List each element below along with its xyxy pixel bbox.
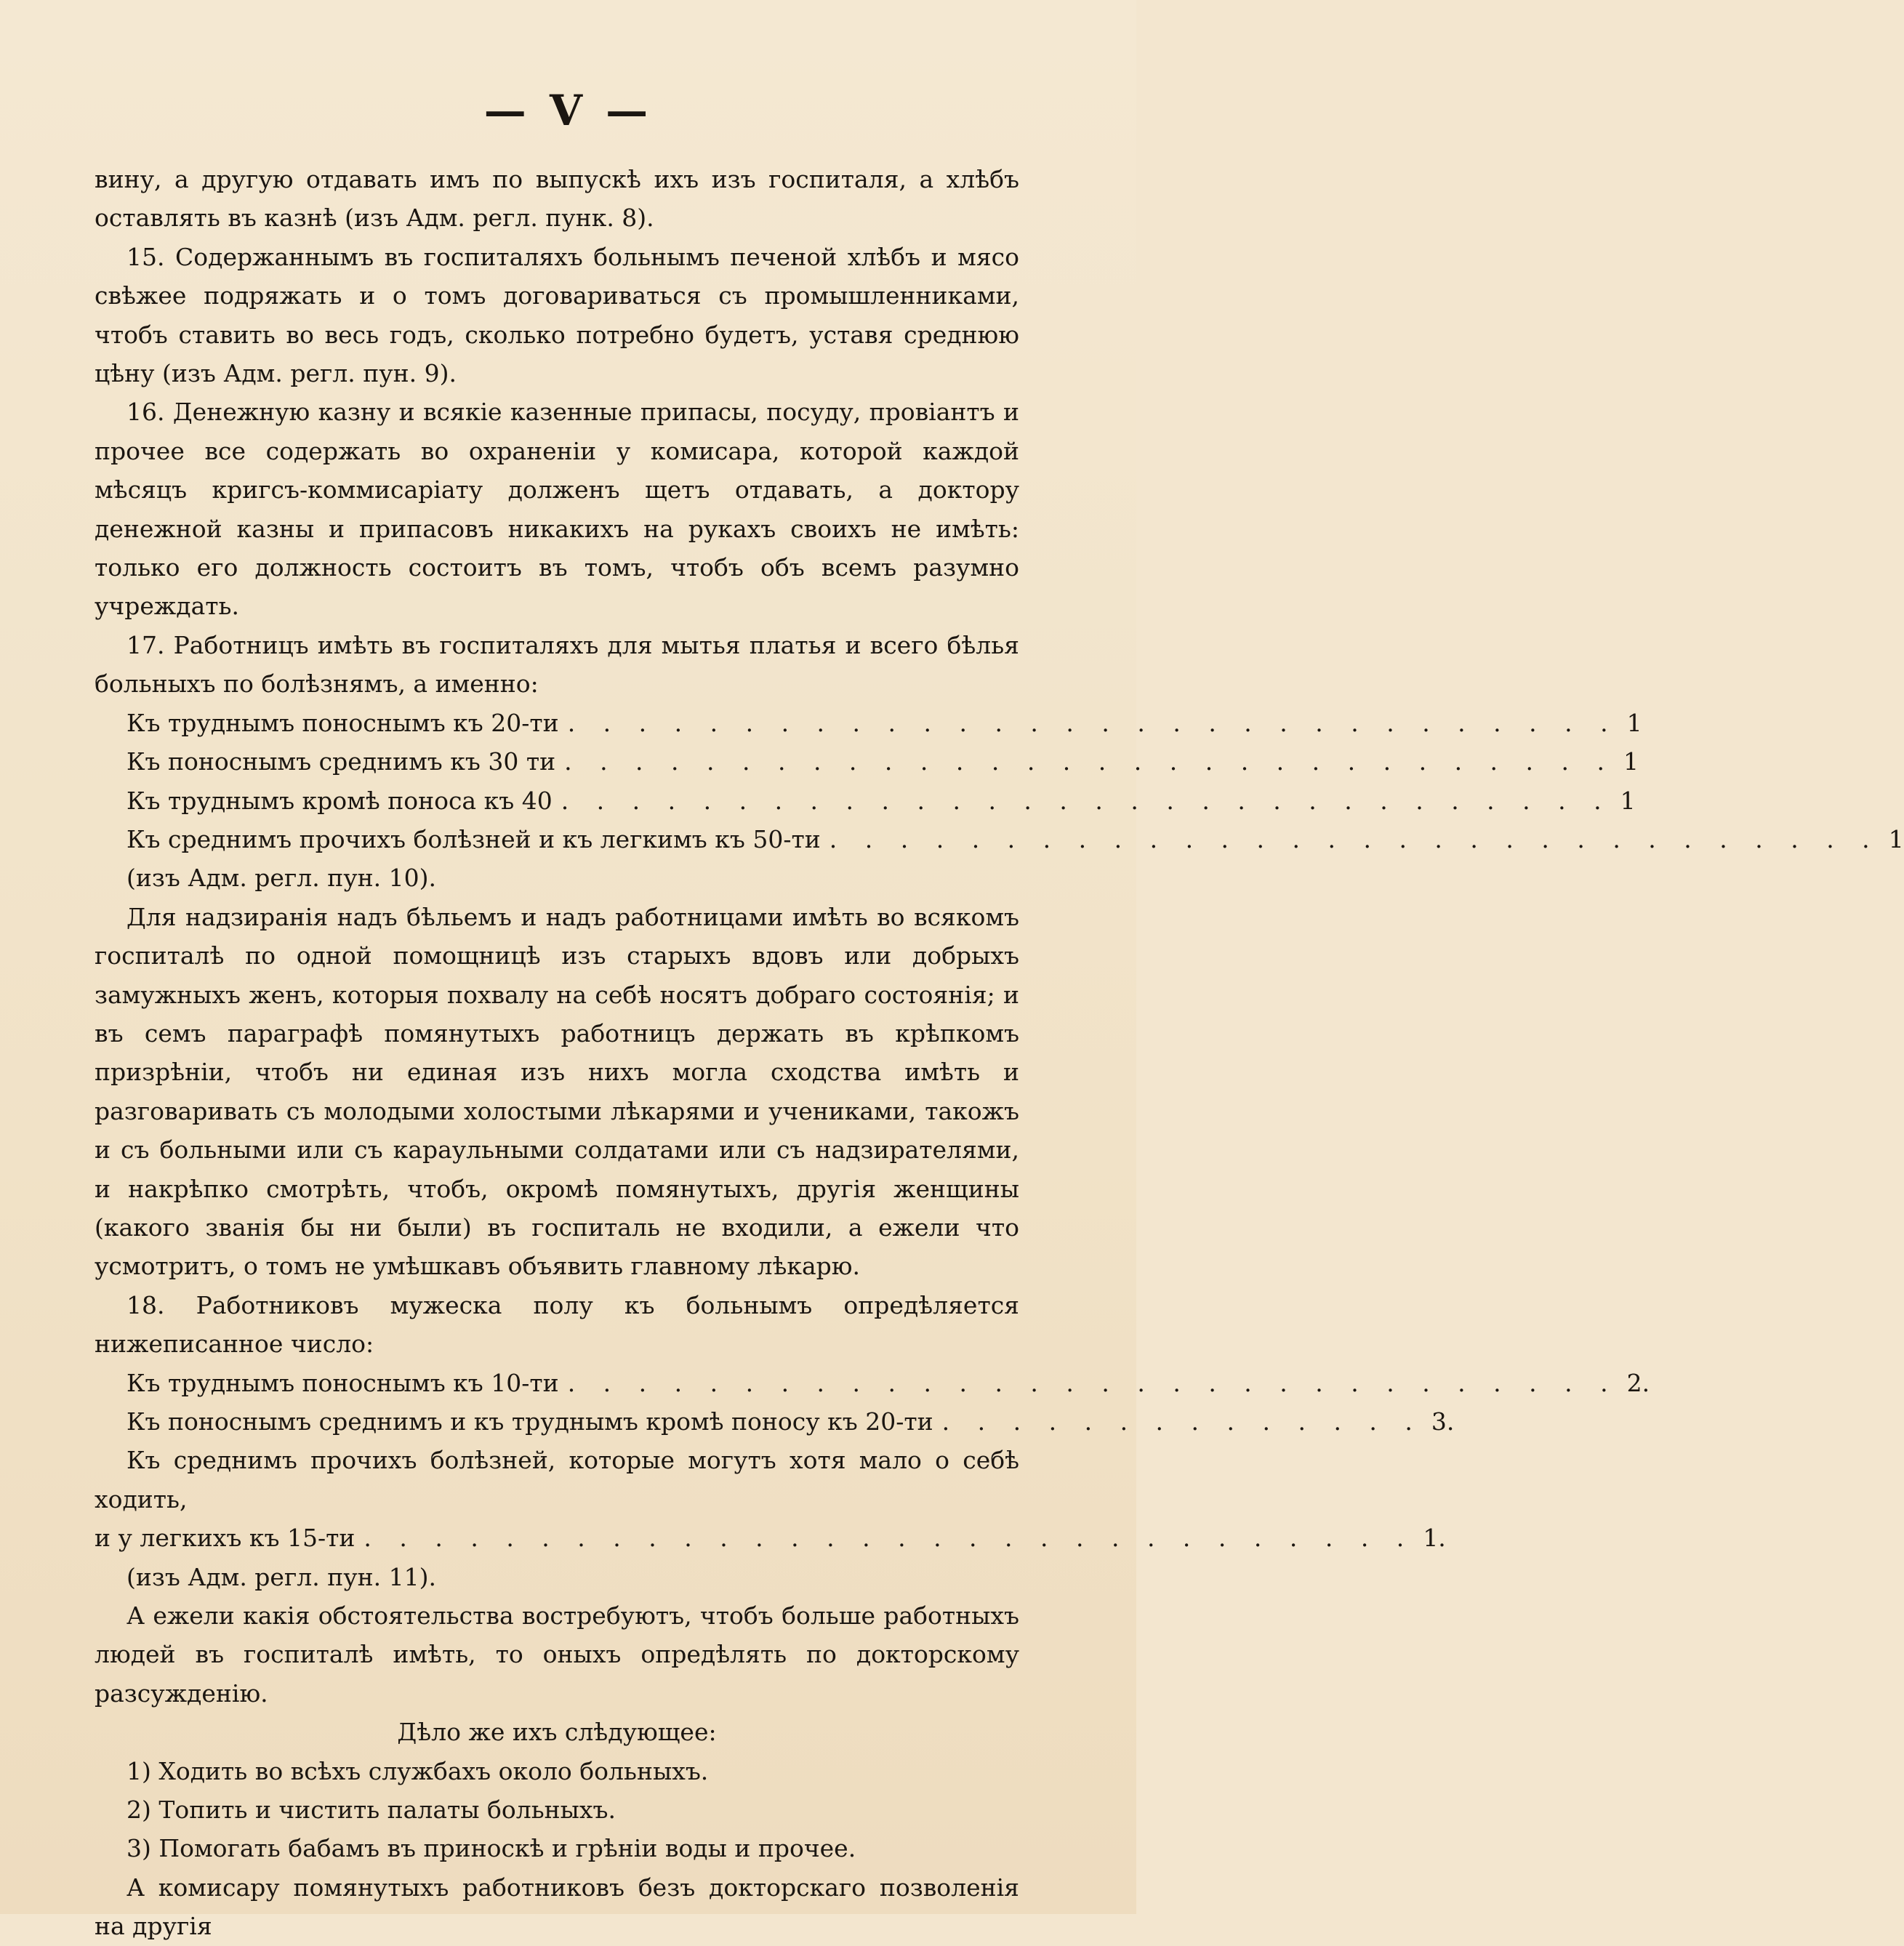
list-item-count: 1: [1623, 747, 1639, 776]
leader-dots: . . . . . . . . . . . . . . . . . . . . . . . . . . . . . .: [561, 786, 1612, 815]
list-item-text: Къ труднымъ поноснымъ къ 10-ти: [126, 1368, 559, 1397]
leader-dots: . . . . . . . . . . . . . . . . . . . . . . . . . . . . . .: [564, 747, 1615, 776]
paragraph-supervision: Для надзиранія надъ бѣльемъ и надъ работницами имѣть во всякомъ госпиталѣ по одной помощницѣ изъ старыхъ вдовъ или добрыхъ замужныхъ женъ, которыя похвалу на себѣ носятъ добраго состоянія; и въ семъ параграфѣ помянутыхъ работницъ держать въ крѣпкомъ призрѣніи, чтобъ ни единая изъ нихъ могла сходства имѣть и разговаривать съ молодыми холостыми лѣкарями и учениками, такожъ и съ больными или съ караульными солдатами или съ надзирателями, и накрѣпко смотрѣть, чтобъ, окромѣ помянутыхъ, другія женщины (какого званія бы ни были) въ госпиталь не входили, а ежели что усмотритъ, о томъ не умѣшкавъ объявить главному лѣкарю.: [95, 902, 1019, 1281]
list-item-text: Къ труднымъ кромѣ поноса къ 40: [126, 786, 553, 815]
page-body: [95, 160, 1904, 1946]
list-item: [126, 1364, 1650, 1402]
leader-dots: . . . . . . . . . . . . . .: [941, 1407, 1423, 1436]
duties-heading: Дѣло же ихъ слѣдующее:: [397, 1718, 717, 1747]
duty-item: 3) Помогать бабамъ въ приноскѣ и грѣніи воды и прочее.: [126, 1834, 856, 1863]
list-item-text: Къ поноснымъ среднимъ къ 30 ти: [126, 747, 556, 776]
paragraph-more-workers: А ежели какія обстоятельства востребуютъ, чтобъ больше работныхъ людей въ госпиталѣ имѣть, то оныхъ опредѣлять по докторскому разсужденію.: [95, 1601, 1019, 1708]
list-item: [126, 1402, 1455, 1441]
list-item-count: 1: [1626, 708, 1642, 737]
list-item-count: 3.: [1431, 1407, 1455, 1436]
list-item: [126, 820, 1904, 859]
list-item-text: Къ среднимъ прочихъ болѣзней, которые могутъ хотя мало о себѣ ходить,: [95, 1446, 1019, 1513]
paragraph-18: 18. Работниковъ мужеска полу къ больнымъ опредѣляется нижеписанное число:: [95, 1290, 1019, 1359]
reference-17: (изъ Адм. регл. пун. 10).: [126, 864, 436, 893]
list-item-count: 1: [1620, 786, 1636, 815]
list-item-text: Къ поноснымъ среднимъ и къ труднымъ кромѣ поносу къ 20-ти: [126, 1407, 933, 1436]
list-item-count: 1.: [1423, 1524, 1446, 1553]
duty-item: 2) Топить и чистить палаты больныхъ.: [126, 1796, 616, 1825]
list-item: [95, 1519, 1446, 1557]
list-item: [126, 704, 1642, 742]
reference-18: (изъ Адм. регл. пун. 11).: [126, 1562, 436, 1591]
list-item: [126, 781, 1636, 820]
list-item: [126, 742, 1639, 781]
paragraph-17: 17. Работницъ имѣть въ госпиталяхъ для мытья платья и всего бѣлья больныхъ по болѣзнямъ, а именно:: [95, 630, 1019, 699]
list-item-text: Къ среднимъ прочихъ болѣзней и къ легкимъ къ 50-ти: [126, 824, 821, 853]
leader-dots: . . . . . . . . . . . . . . . . . . . . . . . . . . . . . .: [567, 708, 1618, 737]
list-item-text: и у легкихъ къ 15-ти: [95, 1524, 356, 1553]
paragraph-16: 16. Денежную казну и всякіе казенные припасы, посуду, провіантъ и прочее все содержать во охраненіи у комисара, которой каждой мѣсяцъ кригсъ-коммисаріату долженъ щетъ отдавать, а доктору денежной казны и припасовъ никакихъ на рукахъ своихъ не имѣть: только его должность состоитъ въ томъ, чтобъ объ всемъ разумно учреждать.: [95, 398, 1019, 621]
duty-item: 1) Ходить во всѣхъ службахъ около больныхъ.: [126, 1756, 709, 1785]
page-number: — V —: [483, 86, 653, 135]
leader-dots: . . . . . . . . . . . . . . . . . . . . . . . . . . . . . .: [567, 1368, 1618, 1397]
leader-dots: . . . . . . . . . . . . . . . . . . . . . . . . . . . . . .: [363, 1524, 1415, 1553]
list-item-count: 1: [1888, 824, 1904, 853]
paragraph-continuation: вину, а другую отдавать имъ по выпускѣ ихъ изъ госпиталя, а хлѣбъ оставлять въ казнѣ (изъ Адм. регл. пунк. 8).: [95, 165, 1019, 233]
leader-dots: . . . . . . . . . . . . . . . . . . . . . . . . . . . . . .: [829, 824, 1880, 853]
paragraph-last: А комисару помянутыхъ работниковъ безъ докторскаго позволенія на другія: [95, 1873, 1019, 1941]
list-item-count: 2.: [1626, 1368, 1650, 1397]
paragraph-15: 15. Содержаннымъ въ госпиталяхъ больнымъ печеной хлѣбъ и мясо свѣжее подряжать и о томъ договариваться съ промышленниками, чтобъ ставить во весь годъ, сколько потребно будетъ, уставя среднюю цѣну (изъ Адм. регл. пун. 9).: [95, 242, 1019, 388]
list-item-text: Къ труднымъ поноснымъ къ 20-ти: [126, 708, 559, 737]
